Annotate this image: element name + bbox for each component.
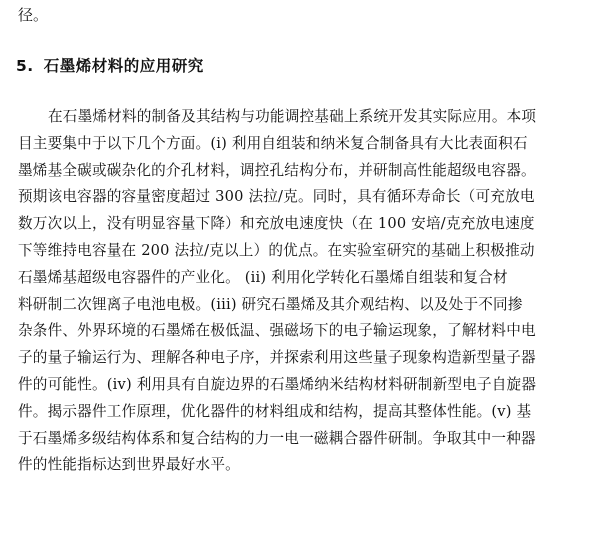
paragraph-line: 下等维持电容量在 200 法拉/克以上）的优点。在实验室研究的基础上积极推动 (18, 241, 535, 259)
paragraph-line: 在石墨烯材料的制备及其结构与功能调控基础上系统开发其实际应用。本项 (48, 108, 537, 125)
paragraph-line: 件的性能指标达到世界最好水平。 (18, 456, 240, 474)
paragraph-line: 件的可能性。(iv) 利用具有自旋边界的石墨烯纳米结构材料研制新型电子自旋器 (18, 375, 537, 393)
paragraph-line: 于石墨烯多级结构体系和复合结构的力一电一磁耦合器件研制。争取其中一种器 (18, 429, 536, 447)
paragraph-line: 预期该电容器的容量密度超过 300 法拉/克。同时，具有循环寿命长（可充放电 (18, 188, 535, 206)
body-paragraph (18, 104, 584, 479)
paragraph-line: 料研制二次锂离子电池电极。(iii) 研究石墨烯及其介观结构、以及处于不同掺 (18, 295, 523, 313)
paragraph-line: 杂条件、外界环境的石墨烯在极低温、强磁场下的电子输运现象，了解材料中电 (18, 322, 536, 340)
paragraph-line: 件。揭示器件工作原理，优化器件的材料组成和结构，提高其整体性能。(v) 基 (18, 402, 532, 420)
paragraph-line: 石墨烯基超级电容器件的产业化。 (ii) 利用化学转化石墨烯自组装和复合材 (18, 268, 508, 286)
section-number: 5. (16, 57, 34, 75)
paragraph-line: 数万次以上，没有明显容量下降）和充放电速度快（在 100 安培/克充放电速度 (18, 215, 535, 233)
paragraph-line: 墨烯基全碳或碳杂化的介孔材料，调控孔结构分布，并研制高性能超级电容器。 (18, 161, 536, 179)
section-heading (16, 54, 204, 78)
paragraph-line: 子的量子输运行为、理解各种电子序，并探索利用这些量子现象构造新型量子器 (18, 349, 536, 367)
paragraph-line: 目主要集中于以下几个方面。(i) 利用自组装和纳米复合制备具有大比表面积石 (18, 134, 528, 152)
previous-paragraph-fragment: 径。 (18, 6, 49, 24)
section-title: 石墨烯材料的应用研究 (43, 57, 204, 75)
